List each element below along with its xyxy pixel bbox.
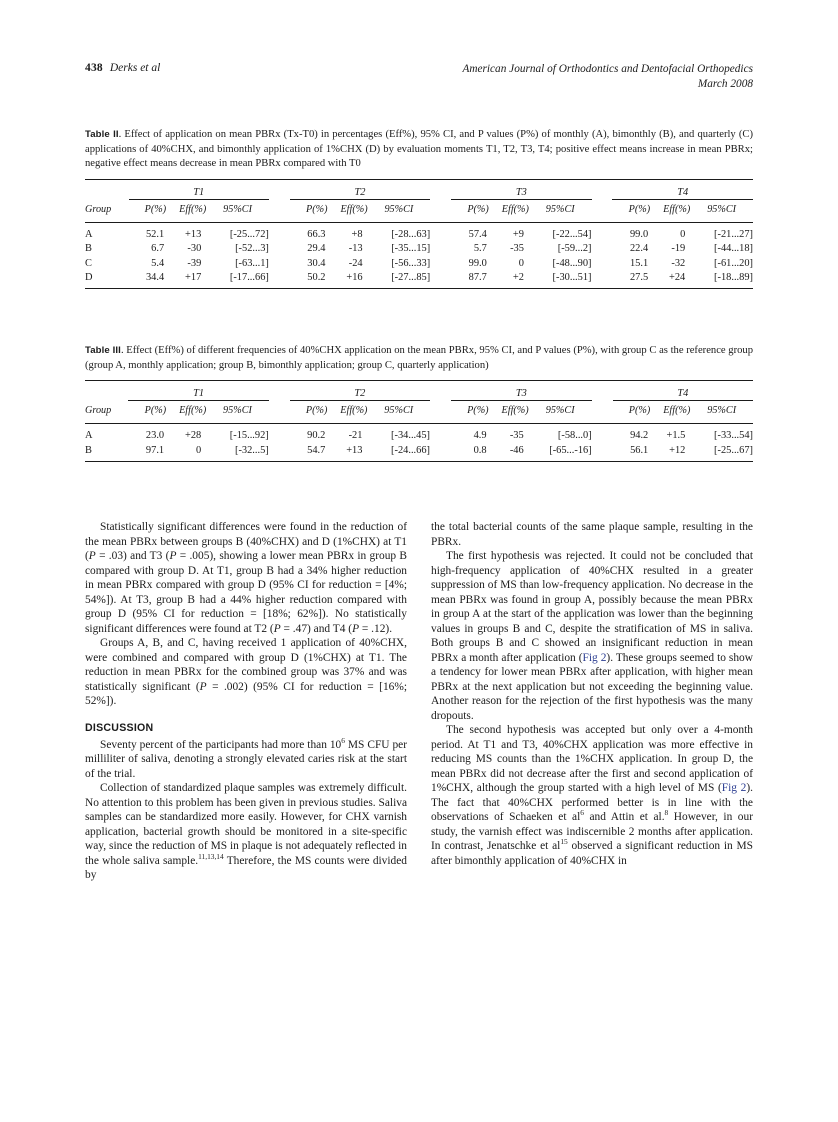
paragraph-statistics	[85, 520, 407, 636]
superscript-citation: 8	[664, 808, 669, 818]
table-row	[85, 269, 753, 289]
table-3-row-a-t3-p: 4.9	[473, 430, 487, 442]
table-2-row-b-t2-ci: [-35...15]	[391, 243, 431, 255]
table-3-row-a-t1-p: 23.0	[145, 430, 165, 442]
table-3-row-b-t4-ci: [-25...67]	[714, 444, 753, 456]
table-3-col-ci-t3: 95%CI	[545, 405, 575, 417]
table-row	[85, 255, 753, 269]
table-3-row-a-t3-ci: [-58...0]	[557, 430, 592, 442]
table-2-col-p-t1: P(%)	[144, 203, 167, 215]
table-2-row-b-t1-p: 6.7	[151, 243, 165, 255]
table-row	[85, 442, 753, 462]
table-2-row-d-t2-ci: [-27...85]	[391, 271, 431, 283]
table-3-row-b-t1-p: 97.1	[145, 444, 165, 456]
table-2-col-ci-t2: 95%CI	[384, 203, 414, 215]
para-text: = .005), showing a lower mean PBRx in group B compared with group D. At T1, group B had a 34% higher reduction in mean PBRx compared with group D (95% CI for reduction = [4%; 54%]). At T3, group B had a 44% higher reduction compared with group D (95% CI for reduction = [18%; 62%]). No statistically significant differences were found at T2 (	[85, 550, 407, 635]
para-text: = .002) (95% CI for reduction = [16%; 52%]).	[85, 680, 407, 708]
running-head-authors: Derks et al	[109, 62, 161, 74]
table-row	[85, 240, 753, 254]
body-column-right	[431, 520, 753, 868]
table-3-col-p-t2: P(%)	[305, 405, 328, 417]
para-text: Collection of standardized plaque samples was extremely difficult. No attention to this problem has been given in previous studies. Saliva samples can be standardized more easily. However, for CHX varnish application, bacterial growth should be monitored in a site-specific way, since the reduction of MS in plaque is not adequately reflected in the whole saliva sample.	[85, 782, 407, 867]
para-text: Therefore, the MS counts were divided by	[85, 854, 407, 882]
para-text: Groups A, B, and C, having received 1 application of 40%CHX, were combined and compared with group D (1%CHX) at T1. The reduction in mean PBRx for the combined group was 37% and was statistically significant (	[85, 637, 407, 693]
table-3-row-a-t1-eff: +28	[184, 430, 202, 442]
para-text: = .03) and T3 (	[95, 550, 170, 563]
para-text: ). The fact that 40%CHX performed better is in line with the observations of Schaeken et al	[431, 782, 753, 824]
table-2-row-a-t4-ci: [-21...27]	[714, 228, 753, 240]
table-3-row-b-t3-p: 0.8	[473, 444, 487, 456]
para-text: MS CFU per milliliter of saliva, denoting a strongly elevated caries risk at the start of the trial.	[85, 738, 408, 780]
para-text: Statistically significant differences were found in the reduction of the mean PBRx between groups B (40%CHX) and D (1%CHX) at T1 (	[85, 521, 407, 563]
table-2-column-header-row	[85, 199, 753, 220]
table-3-row-a-t2-p: 90.2	[307, 430, 326, 442]
table-3-row-a-t4-p: 94.2	[630, 430, 649, 442]
superscript-exponent: 6	[341, 735, 345, 745]
table-2-period-t2: T2	[290, 183, 430, 200]
para-text: However, in our study, the varnish effect was indiscernible 2 months after application. In contrast, Jenatschke et al	[431, 811, 753, 853]
table-2-row-b-group: B	[85, 243, 92, 255]
table-2-row-c-t3-eff: 0	[518, 257, 524, 269]
para-text: observed a significant reduction in MS after bimonthly application of 40%CHX in	[431, 840, 753, 867]
table-2-label: Table II	[85, 129, 119, 140]
table-2-col-eff-t2: Eff(%)	[340, 203, 368, 215]
table-2-row-a-t4-eff: 0	[680, 228, 686, 240]
p-italic: P	[199, 680, 207, 693]
para-text: the total bacterial counts of the same plaque sample, resulting in the PBRx.	[431, 521, 753, 548]
table-2-col-ci-t3: 95%CI	[545, 203, 575, 215]
table-2-row-a-t2-eff: +8	[351, 228, 363, 240]
table-3-period-t1: T1	[128, 384, 268, 401]
issue-date: March 2008	[697, 78, 753, 90]
table-2-row-b-t4-eff: -19	[671, 243, 686, 255]
table-2-row-c-group: C	[85, 257, 92, 269]
table-3-row-b-t2-eff: +13	[346, 444, 363, 456]
table-3-col-eff-t1: Eff(%)	[179, 405, 207, 417]
table-2-period-t3: T3	[451, 183, 591, 200]
table-2-col-ci-t4: 95%CI	[707, 203, 737, 215]
table-3-row-b-t4-p: 56.1	[630, 444, 649, 456]
table-3-row-b-t2-p: 54.7	[307, 444, 326, 456]
table-2-row-c-t2-p: 30.4	[307, 257, 326, 269]
table-3-row-b-t4-eff: +12	[669, 444, 686, 456]
table-2-period-t1: T1	[129, 183, 269, 200]
table-2-period-t4: T4	[612, 183, 753, 200]
table-2-row-c-t2-ci: [-56...33]	[391, 257, 431, 269]
table-3-row-b-group: B	[85, 444, 92, 456]
table-2-row-b-t1-eff: -30	[187, 243, 202, 255]
table-3-col-ci-t4: 95%CI	[707, 405, 737, 417]
table-2-row-d-t4-p: 27.5	[629, 271, 649, 283]
table-3-col-eff-t2: Eff(%)	[340, 405, 368, 417]
table-2-caption	[85, 128, 753, 172]
running-head-right	[462, 62, 753, 92]
table-2-row-b-t1-ci: [-52...3]	[235, 243, 269, 255]
table-3-caption	[85, 344, 753, 373]
para-text: = .12).	[359, 622, 393, 635]
figure-2-link[interactable]: Fig 2	[721, 782, 747, 795]
table-3-col-group: Group	[85, 405, 112, 417]
paragraph-continued-pbrx	[431, 520, 753, 549]
table-2-row-c-t1-p: 5.4	[151, 257, 165, 269]
p-italic: P	[88, 550, 96, 563]
running-head-left	[85, 62, 160, 74]
table-2-col-p-t2: P(%)	[305, 203, 328, 215]
table-3-block	[85, 344, 753, 465]
table-2-row-a-t2-ci: [-28...63]	[391, 228, 431, 240]
table-2-period-header-row	[85, 183, 753, 200]
table-3-row-a-t4-ci: [-33...54]	[714, 430, 753, 442]
table-3-row-b-t3-eff: -46	[509, 444, 524, 456]
para-text: = .47) and T4 (	[280, 622, 353, 635]
table-2-col-ci-t1: 95%CI	[223, 203, 252, 215]
para-text: ). These groups seemed to show a tendency for lower mean PBRx after application, with higher mean PBRx at the next application but not exceeding the beginning value. Another reason for the rejection of the first hypothesis was the many dropouts.	[431, 651, 753, 722]
table-2-row-b-t3-ci: [-59...2]	[557, 243, 592, 255]
table-3-row-a-group: A	[85, 430, 93, 442]
table-2-row-a-t3-ci: [-22...54]	[552, 228, 592, 240]
table-2-row-d-t4-ci: [-18...89]	[714, 271, 753, 283]
table-2-row-b-t4-ci: [-44...18]	[714, 243, 753, 255]
table-2-row-a-t4-p: 99.0	[629, 228, 649, 240]
p-italic: P	[273, 622, 281, 635]
table-3-col-p-t3: P(%)	[467, 405, 489, 417]
table-3-row-b-t1-ci: [-32...5]	[235, 444, 269, 456]
table-2-row-b-t4-p: 22.4	[629, 243, 649, 255]
table-2-row-c-t1-eff: -39	[187, 257, 202, 269]
table-3-row-a-t2-ci: [-34...45]	[391, 430, 430, 442]
table-2-row-b-t3-eff: -35	[510, 243, 524, 255]
table-2-row-c-t4-p: 15.1	[629, 257, 649, 269]
running-head	[85, 62, 753, 108]
table-2-bottom-rule	[85, 288, 753, 292]
table-2-row-d-t4-eff: +24	[669, 271, 686, 283]
p-italic: P	[352, 622, 360, 635]
table-3-col-p-t1: P(%)	[144, 405, 167, 417]
table-3-row-a-t4-eff: +1.5	[666, 430, 686, 442]
superscript-citation: 6	[580, 808, 584, 818]
table-2-row-a-t1-ci: [-25...72]	[229, 228, 269, 240]
paragraph-combined-groups	[85, 636, 407, 709]
paragraph-plaque-samples	[85, 781, 407, 883]
table-2-row-c-t3-ci: [-48...90]	[552, 257, 592, 269]
paragraph-first-hypothesis	[431, 549, 753, 723]
p-italic: P	[169, 550, 177, 563]
table-3-period-header-row	[85, 384, 753, 401]
journal-title: American Journal of Orthodontics and Dentofacial Orthopedics	[462, 63, 753, 75]
table-3	[85, 380, 753, 464]
table-3-row-a-t3-eff: -35	[509, 430, 524, 442]
table-2-row-c-t4-ci: [-61...20]	[714, 257, 753, 269]
table-2-row-a-t1-eff: +13	[185, 228, 202, 240]
table-2-block	[85, 128, 753, 292]
body-columns	[85, 520, 753, 1080]
table-row	[85, 222, 753, 240]
table-2-row-a-t3-p: 57.4	[468, 228, 487, 240]
body-column-left	[85, 520, 407, 883]
table-2-row-a-group: A	[85, 228, 93, 240]
table-2-row-c-t4-eff: -32	[671, 257, 686, 269]
table-2-row-d-t1-p: 34.4	[145, 271, 165, 283]
table-3-col-ci-t2: 95%CI	[384, 405, 414, 417]
table-3-row-a-t1-ci: [-15...92]	[229, 430, 269, 442]
page-number: 438	[85, 62, 103, 74]
table-3-period-t3: T3	[451, 384, 592, 401]
table-2-row-a-t3-eff: +9	[512, 228, 524, 240]
para-text: Seventy percent of the participants had more than 10	[100, 738, 342, 751]
superscript-citation: 11,13,14	[198, 852, 224, 862]
table-2-col-p-t3: P(%)	[467, 203, 489, 215]
table-2-caption-text: . Effect of application on mean PBRx (Tx-T0) in percentages (Eff%), 95% CI, and P values (P%) of monthly (A), bimonthly (B), and quarterly (C) applications of 40%CHX, and bimonthly application of 1%CHX (D) by evaluation moments T1, T2, T3, T4; positive effect means increase in mean PBRx; negative effect means decrease in mean PBRx compared with T0	[85, 129, 753, 170]
table-3-column-header-row	[85, 401, 753, 422]
table-3-row-b-t3-ci: [-65...-16]	[549, 444, 592, 456]
table-3-period-t2: T2	[290, 384, 430, 401]
table-2-col-group: Group	[85, 203, 112, 215]
table-2-row-a-t2-p: 66.3	[307, 228, 326, 240]
table-2-row-d-group: D	[85, 271, 93, 283]
section-heading-discussion: DISCUSSION	[85, 721, 154, 734]
table-3-col-ci-t1: 95%CI	[223, 405, 252, 417]
figure-2-link[interactable]: Fig 2	[582, 651, 607, 664]
table-3-row-b-t2-ci: [-24...66]	[391, 444, 430, 456]
table-3-row-a-t2-eff: -21	[348, 430, 363, 442]
table-2-col-eff-t3: Eff(%)	[501, 203, 529, 215]
table-2-row-d-t3-p: 87.7	[468, 271, 487, 283]
table-row	[85, 424, 753, 442]
table-2-row-c-t2-eff: -24	[348, 257, 363, 269]
table-3-label: Table III	[85, 345, 121, 356]
table-3-col-eff-t4: Eff(%)	[663, 405, 691, 417]
para-text: The first hypothesis was rejected. It could not be concluded that high-frequency application of 40%CHX resulted in a greater suppression of MS than low-frequency application. No decrease in the mean PBRx was found in group A, possibly because the mean PBRx in group A at the start of the application was lower than the beginning values in groups B and C, despite the stratification of MS in saliva. Both groups B and C showed an insignificant reduction in mean PBRx a month after application (	[431, 550, 753, 664]
table-3-col-eff-t3: Eff(%)	[501, 405, 529, 417]
table-3-caption-text: . Effect (Eff%) of different frequencies of 40%CHX application on the mean PBRx, 95% CI, and P values (P%), with group C as the reference group (group A, monthly application; group B, bimonthly application; group C, quarterly application)	[85, 345, 753, 371]
table-2-row-d-t1-ci: [-17...66]	[229, 271, 269, 283]
paragraph-seventy-percent	[85, 735, 408, 782]
table-2-row-d-t3-ci: [-30...51]	[552, 271, 592, 283]
table-2-row-d-t2-eff: +16	[346, 271, 363, 283]
superscript-citation: 15	[560, 837, 568, 847]
table-2-row-d-t2-p: 50.2	[307, 271, 326, 283]
table-2-row-b-t2-eff: -13	[348, 243, 363, 255]
table-2-row-d-t3-eff: +2	[512, 271, 524, 283]
table-3-row-b-t1-eff: 0	[196, 444, 202, 456]
para-text: The second hypothesis was accepted but only over a 4-month period. At T1 and T3, 40%CHX application was more effective in reducing MS counts than the 1%CHX application. In group D, the mean PBRx did not decrease after the first and second application of 1%CHX, although the group started with a high level of MS (	[431, 724, 753, 795]
table-2-col-eff-t4: Eff(%)	[663, 203, 691, 215]
table-3-bottom-rule	[85, 461, 753, 465]
table-2-col-p-t4: P(%)	[628, 203, 651, 215]
table-2-row-d-t1-eff: +17	[185, 271, 202, 283]
table-2-col-eff-t1: Eff(%)	[179, 203, 207, 215]
table-2-row-a-t1-p: 52.1	[145, 228, 165, 240]
para-text: and Attin et al.	[583, 811, 665, 824]
table-3-period-t4: T4	[613, 384, 753, 401]
table-2-row-c-t1-ci: [-63...1]	[235, 257, 269, 269]
table-2-row-c-t3-p: 99.0	[468, 257, 487, 269]
table-2-row-b-t2-p: 29.4	[307, 243, 326, 255]
table-3-col-p-t4: P(%)	[628, 405, 651, 417]
table-2	[85, 179, 753, 292]
paragraph-second-hypothesis	[431, 723, 753, 868]
table-2-row-b-t3-p: 5.7	[473, 243, 487, 255]
